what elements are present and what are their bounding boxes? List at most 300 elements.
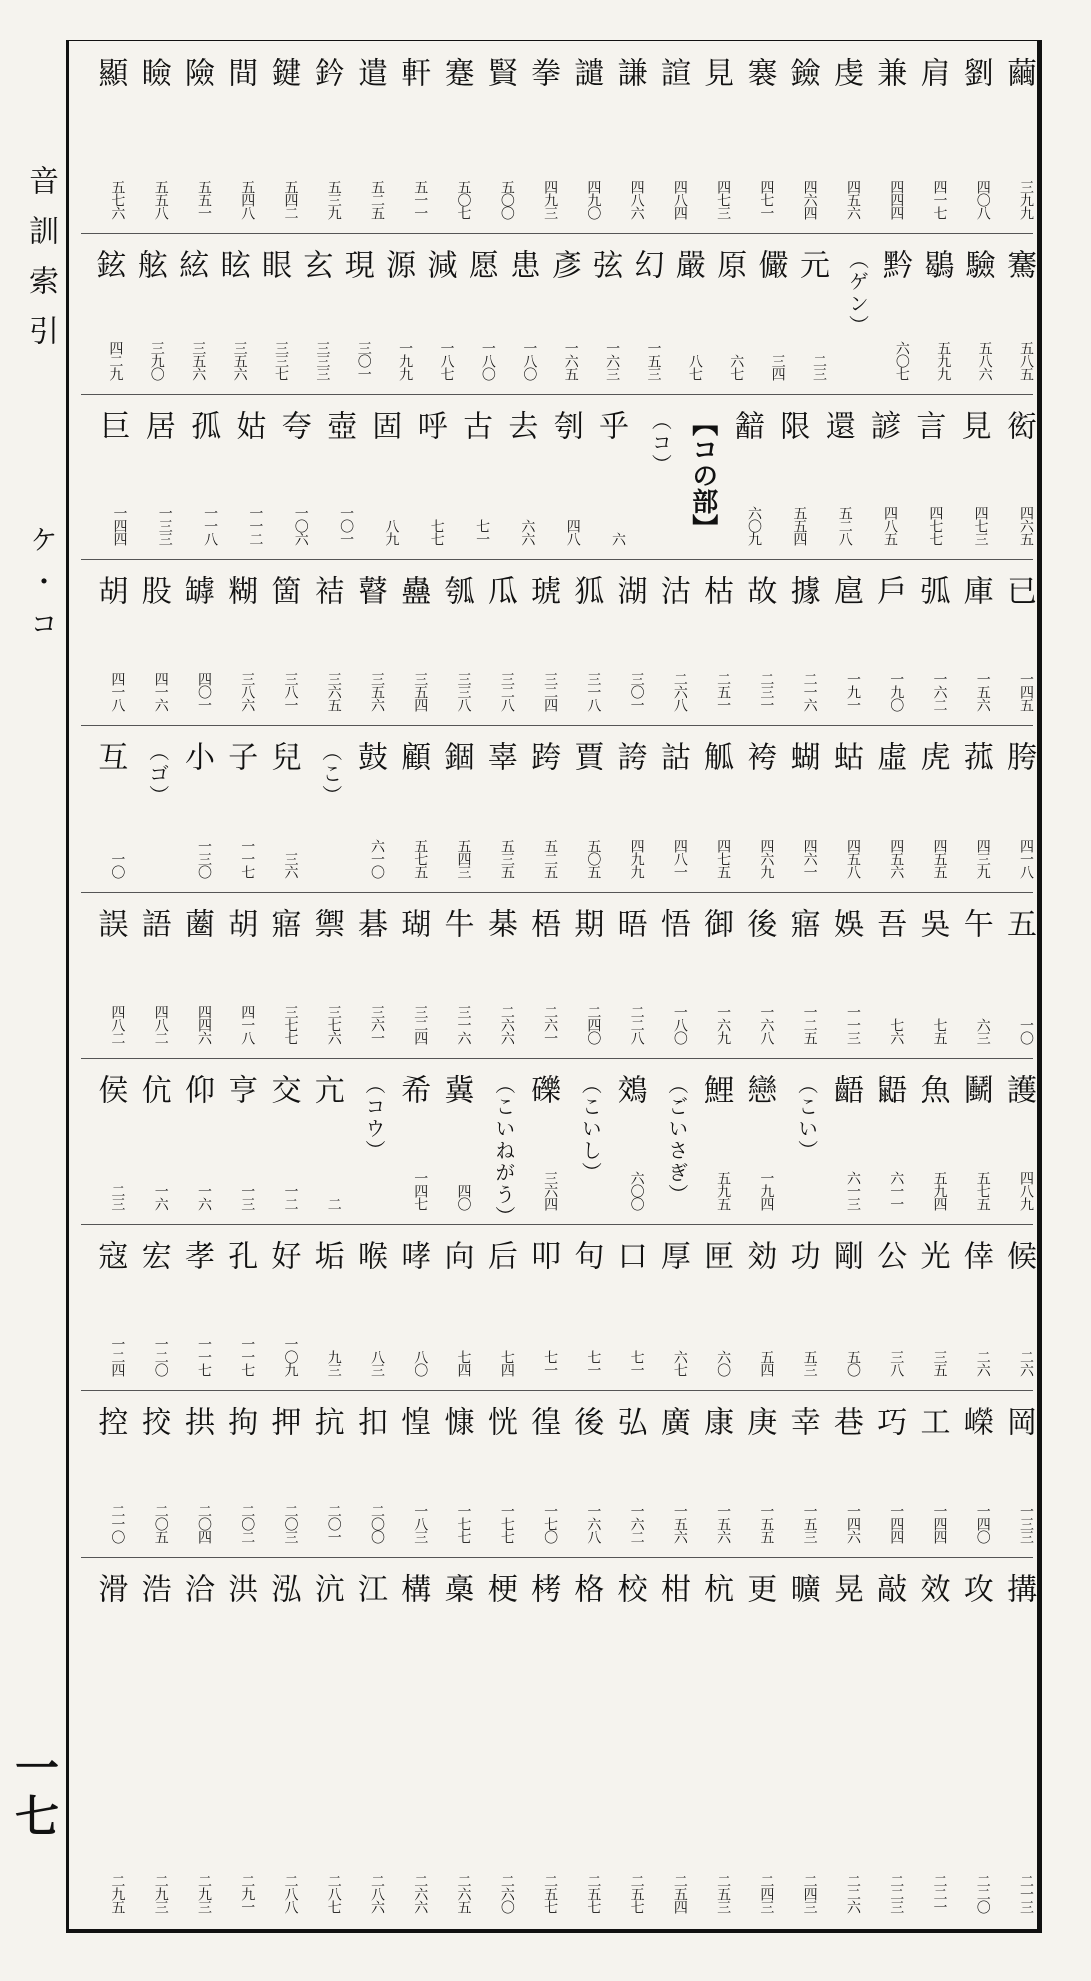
page-reference: 三一八 xyxy=(585,672,602,711)
kanji-headword: 賢 xyxy=(481,57,517,87)
page-reference: 二六五 xyxy=(455,1874,472,1913)
kanji-headword: 弧 xyxy=(914,575,950,605)
kanji-headword: 效 xyxy=(914,1573,950,1603)
page-reference: 二六 xyxy=(1018,1350,1034,1376)
page-reference: 二二三 xyxy=(888,1874,905,1913)
index-entry xyxy=(514,41,561,233)
page-reference: 三四 xyxy=(769,354,786,380)
page-reference: 二九三 xyxy=(152,1874,169,1913)
page-reference: 四七五 xyxy=(715,839,732,878)
kanji-headword: 限 xyxy=(774,410,810,440)
kanji-headword: 孔 xyxy=(222,1240,258,1270)
page-reference: 五七六 xyxy=(109,180,126,219)
kanji-headword: 齬 xyxy=(827,1074,863,1104)
page-reference: 二六八 xyxy=(671,672,688,711)
page-reference: 二〇〇 xyxy=(369,1504,386,1543)
page-reference: 二二八 xyxy=(628,1005,645,1044)
index-entry xyxy=(773,1390,820,1557)
page-reference: 五五四 xyxy=(791,506,808,545)
index-entry xyxy=(427,41,474,233)
kanji-headword: 冀 xyxy=(438,1074,474,1104)
index-entry xyxy=(557,725,604,892)
index-entry xyxy=(619,233,664,394)
kanji-headword: 譴 xyxy=(568,57,604,87)
page-reference: 三〇一 xyxy=(628,672,645,711)
page-reference: 二〇三 xyxy=(282,1504,299,1543)
index-entry xyxy=(990,1390,1036,1557)
page-reference: 一六二 xyxy=(628,1504,645,1543)
page-reference: 三六 xyxy=(282,852,299,878)
kanji-headword: 黔 xyxy=(876,249,912,279)
kanji-headword: 鈐 xyxy=(308,57,344,87)
page-reference: 五九四 xyxy=(931,1171,948,1210)
kanji-headword: 舷 xyxy=(131,249,167,279)
index-entry xyxy=(211,1058,258,1224)
page-reference: 二六 xyxy=(974,1350,991,1376)
kanji-headword: 見 xyxy=(955,410,991,440)
kanji-headword: 期 xyxy=(568,908,604,938)
kanji-headword: 公 xyxy=(871,1240,907,1270)
index-entry xyxy=(254,559,301,725)
page-reference: 五七五 xyxy=(974,1171,991,1210)
kanji-headword: 顯 xyxy=(92,57,128,87)
kanji-headword: 孤 xyxy=(185,410,221,440)
index-entry xyxy=(384,1557,431,1927)
index-entry xyxy=(903,41,950,233)
index-entry xyxy=(254,892,301,1058)
index-entry xyxy=(514,892,561,1058)
kanji-headword: 弦 xyxy=(587,249,623,279)
index-entry xyxy=(992,233,1036,394)
kanji-headword: 壺 xyxy=(321,410,357,440)
kanji-headword: 控 xyxy=(92,1406,128,1436)
index-entry xyxy=(670,394,718,559)
page-reference: 四九〇 xyxy=(585,180,602,219)
page-reference: 四一七 xyxy=(931,180,948,219)
kanji-headword: 抗 xyxy=(308,1406,344,1436)
page-reference: 二〇五 xyxy=(152,1504,169,1543)
kanji-headword: 瞼 xyxy=(135,57,171,87)
page-reference: 二九五 xyxy=(109,1874,126,1913)
index-entry xyxy=(471,1058,516,1228)
page-reference: 四四六 xyxy=(195,1005,212,1044)
index-entry xyxy=(687,559,734,725)
page-reference: 二五一 xyxy=(715,672,732,711)
kanji-headword: 向 xyxy=(438,1240,474,1270)
kanji-headword: 蠱 xyxy=(395,575,431,605)
index-entry xyxy=(384,725,431,892)
page-reference: 二九三 xyxy=(195,1874,212,1913)
page-reference: 一四七 xyxy=(412,1171,429,1210)
index-entry xyxy=(860,1557,907,1927)
index-entry xyxy=(254,725,301,892)
page-reference: 四六九 xyxy=(758,839,775,878)
index-entry xyxy=(254,1224,301,1390)
page-reference: 一〇 xyxy=(1018,1018,1034,1044)
page-reference: 七一 xyxy=(474,519,491,545)
index-entry xyxy=(903,725,950,892)
kanji-headword: 弘 xyxy=(611,1406,647,1436)
page-reference: 六六 xyxy=(519,519,536,545)
index-entry xyxy=(288,233,333,394)
index-entry xyxy=(600,725,647,892)
page-reference: 五一一 xyxy=(412,180,429,219)
index-entry xyxy=(903,1224,950,1390)
index-entry xyxy=(903,892,950,1058)
index-row xyxy=(81,41,1036,234)
page-reference: 七四 xyxy=(455,1350,472,1376)
page-reference: 四一八 xyxy=(109,672,126,711)
kanji-headword: 扈 xyxy=(827,575,863,605)
index-entry xyxy=(81,725,128,892)
kanji-headword: 鼓 xyxy=(352,741,388,771)
index-entry xyxy=(341,1390,388,1557)
index-row xyxy=(81,725,1036,893)
index-entry xyxy=(254,1390,301,1557)
kanji-headword: 枯 xyxy=(698,575,734,605)
index-entry xyxy=(730,725,777,892)
index-entry xyxy=(427,892,474,1058)
index-entry xyxy=(730,559,777,725)
kanji-headword: 栲 xyxy=(525,1573,561,1603)
index-entry xyxy=(946,559,993,725)
page-reference: 一一三 xyxy=(844,1005,861,1044)
page-reference: 五八五 xyxy=(1018,341,1034,380)
kanji-headword: 吳 xyxy=(914,908,950,938)
index-entry xyxy=(580,394,629,559)
page-reference: 二五七 xyxy=(628,1874,645,1913)
index-entry xyxy=(860,1390,907,1557)
page-reference: 一六三 xyxy=(604,341,621,380)
index-entry xyxy=(454,233,498,394)
page-reference: 一八〇 xyxy=(671,1005,688,1044)
page-reference: 四三九 xyxy=(974,839,991,878)
index-entry xyxy=(773,892,820,1058)
page-reference: 三三七 xyxy=(272,341,289,380)
kanji-headword: 更 xyxy=(741,1573,777,1603)
kanji-headword: 瓜 xyxy=(481,575,517,605)
kanji-headword: 杭 xyxy=(698,1573,734,1603)
page-reference: 三五六 xyxy=(190,341,207,380)
index-entry xyxy=(990,1557,1036,1927)
index-entry xyxy=(867,233,912,394)
page-reference: 一三 xyxy=(239,1184,256,1210)
kanji-headword: 校 xyxy=(611,1573,647,1603)
kanji-headword: 功 xyxy=(784,1240,820,1270)
index-entry xyxy=(168,559,214,725)
index-entry xyxy=(946,892,993,1058)
index-entry xyxy=(217,394,266,559)
kanji-headword: 嶸 xyxy=(957,1406,993,1436)
reading-heading: （コウ） xyxy=(362,1074,387,1162)
kanji-headword: 虔 xyxy=(827,57,863,87)
page-reference: 四八四 xyxy=(671,180,688,219)
kanji-headword: 兒 xyxy=(265,741,301,771)
index-row xyxy=(81,1390,1036,1558)
page-reference: 三三八 xyxy=(455,672,472,711)
kanji-headword: 鶡 xyxy=(918,249,954,279)
kanji-headword: 絃 xyxy=(173,249,209,279)
index-entry xyxy=(471,1224,517,1390)
kanji-headword: 午 xyxy=(957,908,993,938)
reading-heading: （ゲン） xyxy=(845,249,870,337)
page-reference: 一一八 xyxy=(202,506,219,545)
index-entry xyxy=(308,394,357,559)
kanji-headword: 五 xyxy=(1001,908,1036,938)
page-reference: 二一〇 xyxy=(109,1504,126,1543)
kanji-headword: 虎 xyxy=(914,741,950,771)
kanji-headword: 槀 xyxy=(438,1573,474,1603)
page-reference: 一五六 xyxy=(974,672,991,711)
index-entry xyxy=(211,1557,258,1927)
kanji-headword: 泓 xyxy=(265,1573,301,1603)
kanji-headword: 棊 xyxy=(481,908,517,938)
index-entry xyxy=(514,559,561,725)
kanji-headword: 菰 xyxy=(957,741,993,771)
kanji-headword: 口 xyxy=(611,1240,647,1270)
page-reference: 六一一 xyxy=(888,1171,905,1210)
page-reference: 三九九 xyxy=(1018,180,1034,219)
kanji-headword: 惶 xyxy=(395,1406,431,1436)
index-entry xyxy=(211,1390,258,1557)
kanji-headword: 敲 xyxy=(871,1573,907,1603)
index-entry xyxy=(297,1224,344,1390)
page-reference: 二五四 xyxy=(671,1874,688,1913)
kanji-headword: 湖 xyxy=(611,575,647,605)
index-entry xyxy=(897,394,946,559)
kanji-headword: 箇 xyxy=(265,575,301,605)
index-entry xyxy=(122,233,167,394)
index-entry xyxy=(297,559,344,725)
kanji-headword: 宏 xyxy=(135,1240,171,1270)
kanji-headword: 肩 xyxy=(914,57,950,87)
index-entry xyxy=(164,233,209,394)
page-reference: 四八二 xyxy=(109,1005,126,1044)
index-entry xyxy=(341,559,388,725)
index-entry xyxy=(205,233,250,394)
index-entry xyxy=(126,394,175,559)
page-reference: 四五六 xyxy=(888,839,905,878)
reading-heading: （ゴ） xyxy=(145,741,170,807)
index-entry xyxy=(471,1390,517,1557)
page-reference: 一九四 xyxy=(758,1171,775,1210)
kanji-headword: 古 xyxy=(457,410,493,440)
index-entry xyxy=(644,1224,690,1390)
kanji-headword: 誇 xyxy=(611,741,647,771)
index-entry xyxy=(860,1224,907,1390)
page-reference: 二二〇 xyxy=(974,1874,991,1913)
index-entry xyxy=(534,394,583,559)
index-entry xyxy=(124,892,171,1058)
page-reference: 四九三 xyxy=(542,180,559,219)
page-reference: 二八八 xyxy=(282,1874,299,1913)
index-row xyxy=(81,1224,1036,1391)
index-entry xyxy=(124,1224,171,1390)
page-reference: 三八六 xyxy=(239,672,256,711)
kanji-headword: 洽 xyxy=(178,1573,214,1603)
page-reference: 五〇〇 xyxy=(498,180,515,219)
kanji-headword: 詁 xyxy=(654,741,690,771)
page-reference: 二 xyxy=(325,1197,342,1210)
index-entry xyxy=(946,725,993,892)
page-reference: 六〇 xyxy=(715,1350,732,1376)
page-reference: 三九〇 xyxy=(148,341,165,380)
kanji-headword: 後 xyxy=(568,1406,604,1436)
kanji-headword: 虛 xyxy=(871,741,907,771)
index-entry xyxy=(384,41,431,233)
index-entry xyxy=(557,1224,604,1390)
index-entry xyxy=(471,41,517,233)
kanji-headword: 庫 xyxy=(957,575,993,605)
index-entry xyxy=(341,1557,388,1927)
kanji-headword: 拱 xyxy=(178,1406,214,1436)
page-reference: 一八〇 xyxy=(521,341,538,380)
kanji-headword: 拳 xyxy=(525,57,561,87)
index-entry xyxy=(353,394,402,559)
page-reference: 四七三 xyxy=(972,506,989,545)
page-reference: 五三九 xyxy=(325,180,342,219)
kanji-headword: 子 xyxy=(222,741,258,771)
kanji-headword: 胡 xyxy=(92,575,128,605)
kanji-headword: 見 xyxy=(698,57,734,87)
page-reference: 三六四 xyxy=(542,1171,559,1210)
index-entry xyxy=(471,1557,517,1927)
page-reference: 三〇一 xyxy=(355,341,372,380)
page-reference: 四六四 xyxy=(801,180,818,219)
page-reference: 八九 xyxy=(383,519,400,545)
index-entry xyxy=(988,394,1036,559)
index-entry xyxy=(124,1058,171,1224)
index-entry xyxy=(644,41,690,233)
reading-heading: （コ） xyxy=(648,410,673,476)
index-entry xyxy=(687,1224,734,1390)
page-reference: 五〇七 xyxy=(455,180,472,219)
kanji-headword: 股 xyxy=(135,575,171,605)
index-entry xyxy=(81,559,128,725)
page-reference: 四七七 xyxy=(927,506,944,545)
kanji-headword: 減 xyxy=(421,249,457,279)
index-entry xyxy=(427,1390,474,1557)
kanji-headword: 希 xyxy=(395,1074,431,1104)
index-entry xyxy=(903,559,950,725)
page-reference: 三二八 xyxy=(498,672,515,711)
page-reference: 三一六 xyxy=(455,1005,472,1044)
index-entry xyxy=(211,559,258,725)
page-reference: 六七 xyxy=(671,1350,688,1376)
page-reference: 四一六 xyxy=(152,672,169,711)
index-entry xyxy=(211,725,258,892)
kanji-headword: 幻 xyxy=(628,249,664,279)
index-row xyxy=(81,394,1036,560)
index-entry xyxy=(514,1390,561,1557)
index-entry xyxy=(600,1058,647,1224)
index-entry xyxy=(557,1058,603,1224)
page-reference: 四五六 xyxy=(844,180,861,219)
page-reference: 二〇四 xyxy=(195,1504,212,1543)
index-entry xyxy=(990,725,1036,892)
kanji-headword: 娛 xyxy=(827,908,863,938)
index-entry xyxy=(262,394,311,559)
kanji-headword: 彥 xyxy=(545,249,581,279)
page-reference: 五〇五 xyxy=(585,839,602,878)
index-entry xyxy=(942,394,991,559)
page-reference: 一八七 xyxy=(438,341,455,380)
index-entry xyxy=(211,1224,258,1390)
kanji-headword: 剛 xyxy=(827,1240,863,1270)
page-reference: 四五八 xyxy=(844,839,861,878)
kanji-headword: 去 xyxy=(502,410,538,440)
page-reference: 三八 xyxy=(888,1350,905,1376)
kanji-headword: 戀 xyxy=(741,1074,777,1104)
index-entry xyxy=(660,233,705,394)
index-entry xyxy=(536,233,581,394)
page-reference: 三二四 xyxy=(412,1005,429,1044)
index-entry xyxy=(124,41,171,233)
index-entry xyxy=(687,1390,734,1557)
index-entry xyxy=(495,233,540,394)
page-reference: 六〇〇 xyxy=(628,1171,645,1210)
kanji-headword: 眩 xyxy=(214,249,250,279)
page-reference: 三七七 xyxy=(282,1005,299,1044)
index-entry xyxy=(81,394,130,559)
index-entry xyxy=(730,1058,777,1224)
index-entry xyxy=(427,1058,474,1224)
index-entry xyxy=(341,892,388,1058)
index-entry xyxy=(761,394,810,559)
page-reference: 六 xyxy=(610,532,627,545)
index-entry xyxy=(946,1557,993,1927)
page-reference: 二二六 xyxy=(844,1874,861,1913)
index-entry xyxy=(557,892,604,1058)
kanji-headword: 滑 xyxy=(92,1573,128,1603)
kanji-headword: 誤 xyxy=(92,908,128,938)
kanji-headword: 護 xyxy=(1001,1074,1036,1104)
kanji-headword: 呼 xyxy=(411,410,447,440)
kanji-headword: 禦 xyxy=(308,908,344,938)
page-reference: 七一 xyxy=(542,1350,559,1376)
index-entry xyxy=(81,41,128,233)
index-row xyxy=(81,233,1036,395)
kanji-headword: 兼 xyxy=(871,57,907,87)
index-entry xyxy=(254,41,301,233)
index-row xyxy=(81,892,1036,1059)
kanji-headword: 巨 xyxy=(94,410,130,440)
index-entry xyxy=(168,1224,214,1390)
kanji-headword: 拘 xyxy=(222,1406,258,1436)
kanji-headword: 現 xyxy=(338,249,374,279)
index-table-frame xyxy=(66,40,1042,1933)
kanji-headword: 工 xyxy=(914,1406,950,1436)
index-entry xyxy=(990,892,1036,1058)
kanji-headword: 觚 xyxy=(698,741,734,771)
index-entry xyxy=(600,892,647,1058)
page-reference: 五二五 xyxy=(542,839,559,878)
kanji-headword: 押 xyxy=(265,1406,301,1436)
kanji-headword: 叩 xyxy=(525,1240,561,1270)
kanji-headword: 匣 xyxy=(698,1240,734,1270)
page-reference: 一五三 xyxy=(801,1504,818,1543)
index-entry xyxy=(427,1557,474,1927)
page-reference: 三三三 xyxy=(314,341,331,380)
kanji-headword: 寤 xyxy=(265,908,301,938)
kanji-headword: 眼 xyxy=(255,249,291,279)
page-reference: 四八九 xyxy=(1018,1171,1034,1210)
kanji-headword: 玄 xyxy=(297,249,333,279)
index-entry xyxy=(471,892,517,1058)
index-entry xyxy=(489,394,538,559)
index-entry xyxy=(557,1390,604,1557)
kanji-headword: 倖 xyxy=(957,1240,993,1270)
